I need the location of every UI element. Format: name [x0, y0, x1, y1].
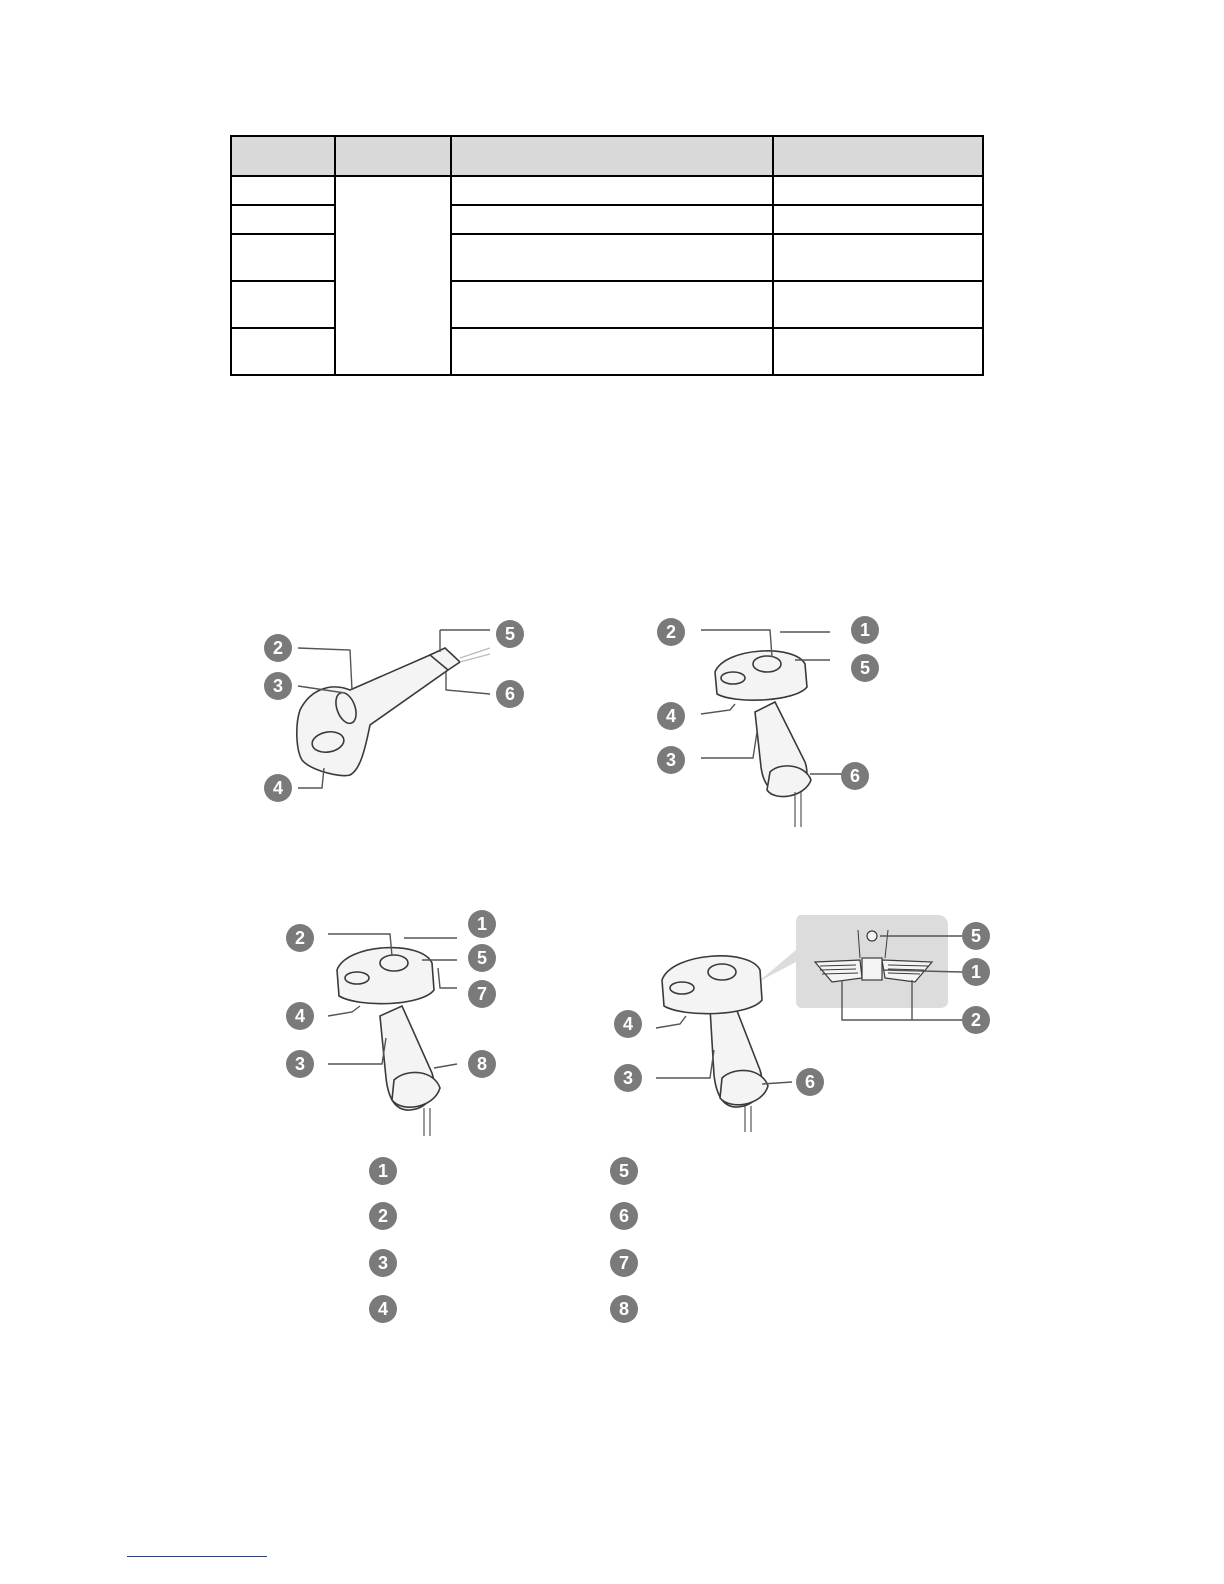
legend-number: 3 [369, 1249, 397, 1277]
table-cell [773, 328, 983, 375]
legend-number: 4 [369, 1295, 397, 1323]
table-cell [773, 281, 983, 328]
scanner-figure-2 [655, 612, 895, 832]
table-cell [231, 234, 335, 281]
callout-badge: 5 [962, 922, 990, 950]
callout-badge: 2 [962, 1006, 990, 1034]
legend-number: 7 [610, 1249, 638, 1277]
spec-table [230, 135, 984, 376]
table-cell [451, 234, 773, 281]
callout-badge: 4 [614, 1010, 642, 1038]
callout-badge: 6 [496, 680, 524, 708]
table-row [231, 176, 983, 205]
footer-link-underline [127, 1556, 267, 1557]
scanner-figure-1 [250, 610, 550, 810]
callout-badge: 3 [614, 1064, 642, 1092]
table-cell [451, 328, 773, 375]
scanner-handheld-illustration [655, 612, 895, 832]
callout-badge: 6 [796, 1068, 824, 1096]
table-header-cell [451, 136, 773, 176]
table-cell [773, 205, 983, 234]
table-header-cell [773, 136, 983, 176]
callout-badge: 7 [468, 980, 496, 1008]
legend-number: 5 [610, 1157, 638, 1185]
callout-badge: 4 [286, 1002, 314, 1030]
legend-number: 6 [610, 1202, 638, 1230]
callout-badge: 4 [657, 702, 685, 730]
scanner-handheld-illustration [282, 908, 522, 1138]
legend-number: 2 [369, 1202, 397, 1230]
table-cell [773, 234, 983, 281]
table-cell [231, 281, 335, 328]
table-cell [231, 328, 335, 375]
callout-badge: 1 [851, 616, 879, 644]
scanner-handheld-illustration [610, 910, 1000, 1135]
callout-badge: 2 [657, 618, 685, 646]
scanner-figure-3 [282, 908, 522, 1138]
table-cell [451, 205, 773, 234]
callout-badge: 5 [496, 620, 524, 648]
legend-number: 1 [369, 1157, 397, 1185]
table-header-cell [335, 136, 451, 176]
table-cell [451, 176, 773, 205]
table-cell [231, 176, 335, 205]
scanner-figure-4 [610, 910, 1000, 1135]
table-cell [231, 205, 335, 234]
table-cell [451, 281, 773, 328]
table-cell [773, 176, 983, 205]
callout-badge: 3 [657, 746, 685, 774]
callout-badge: 5 [468, 944, 496, 972]
callout-badge: 1 [468, 910, 496, 938]
table-header-row [231, 136, 983, 176]
callout-badge: 4 [264, 774, 292, 802]
callout-badge: 2 [286, 924, 314, 952]
callout-badge: 5 [851, 654, 879, 682]
callout-badge: 8 [468, 1050, 496, 1078]
table-header-cell [231, 136, 335, 176]
callout-badge: 1 [962, 958, 990, 986]
callout-badge: 2 [264, 634, 292, 662]
callout-badge: 3 [264, 672, 292, 700]
callout-badge: 6 [841, 762, 869, 790]
callout-badge: 3 [286, 1050, 314, 1078]
table-cell-merged [335, 176, 451, 375]
legend-number: 8 [610, 1295, 638, 1323]
